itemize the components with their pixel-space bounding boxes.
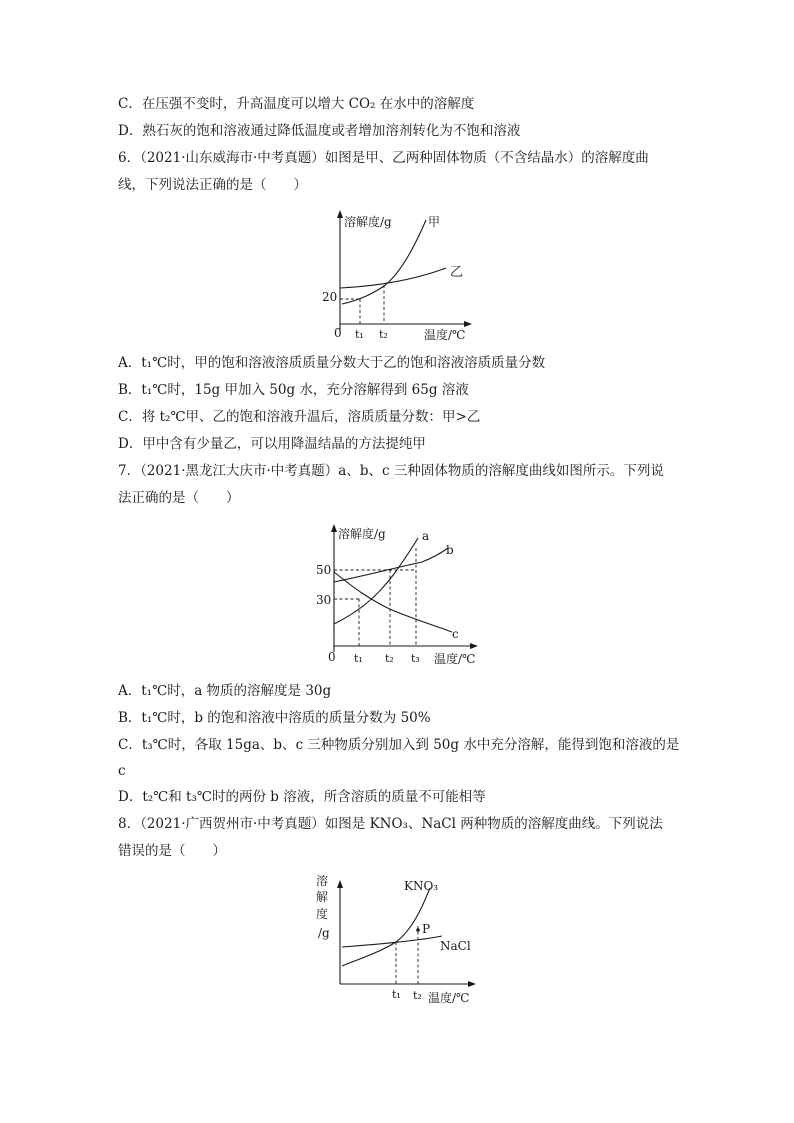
x-axis-arrow [470,643,478,649]
curve-a [334,538,418,624]
tick-50: 50 [316,563,332,577]
label-b: b [446,543,454,557]
tick-t2: t₂ [413,989,422,1002]
tick-t1: t₁ [355,328,364,341]
curve-nacl [342,936,442,947]
x-axis-arrow [464,321,472,327]
y-label-char-2: 解 [316,890,329,904]
q7-solubility-figure [312,518,492,670]
q5-option-d: D．熟石灰的饱和溶液通过降低温度或者增加溶剂转化为不饱和溶液 [118,123,521,139]
x-axis-label: 温度/℃ [434,652,476,666]
label-jia: 甲 [428,215,441,229]
tick-t1: t₁ [392,988,401,1001]
origin-label: 0 [334,326,342,340]
q7-option-a: A．t₁℃时，a 物质的溶解度是 30g [118,683,332,699]
q7-option-c-line1: C．t₃℃时，各取 15ga、b、c 三种物质分别加入到 50g 水中充分溶解，能得到饱和溶液的是 [118,737,680,753]
label-nacl: NaCl [440,939,471,953]
curve-kno3 [342,888,430,966]
q7-option-d: D．t₂℃和 t₃℃时的两份 b 溶液，所含溶质的质量不可能相等 [118,789,486,805]
tick-20: 20 [322,290,338,304]
y-axis-arrow [337,210,343,218]
y-label-char-4: /g [318,926,330,940]
q7-stem-line2: 法正确的是（ ） [118,490,240,506]
q6-option-d: D．甲中含有少量乙，可以用降温结晶的方法提纯甲 [118,436,426,452]
origin-label: 0 [328,650,336,664]
curve-b [334,548,448,582]
x-axis-arrow [468,981,476,987]
y-label-char-3: 度 [316,907,329,921]
q6-stem-line1: 6．（2021·山东威海市·中考真题）如图是甲、乙两种固体物质（不含结晶水）的溶解度曲 [118,150,649,166]
label-kno3: KNO₃ [404,879,439,893]
y-label-char-1: 溶 [316,874,329,888]
q6-option-a: A．t₁℃时，甲的饱和溶液溶质质量分数大于乙的饱和溶液溶质质量分数 [118,355,546,371]
q5-option-c: C．在压强不变时，升高温度可以增大 CO₂ 在水中的溶解度 [118,96,475,112]
tick-t2: t₂ [379,328,388,341]
tick-t2: t₂ [385,652,394,665]
q7-option-b: B．t₁℃时，b 的饱和溶液中溶质的质量分数为 50% [118,710,431,726]
q8-solubility-figure [312,870,482,1014]
q8-stem-line1: 8．（2021·广西贺州市·中考真题）如图是 KNO₃、NaCl 两种物质的溶解度曲线。下列说法 [118,816,663,832]
label-yi: 乙 [450,265,464,280]
q8-stem-line2: 错误的是（ ） [118,843,226,859]
tick-30: 30 [316,593,332,607]
label-c: c [452,627,459,641]
curve-c [334,572,452,632]
y-axis-label: 溶解度/g [344,215,392,229]
y-axis-arrow [331,524,337,532]
q6-stem-line2: 线，下列说法正确的是（ ） [118,177,307,193]
q6-option-c: C．将 t₂℃甲、乙的饱和溶液升温后，溶质质量分数：甲>乙 [118,409,481,425]
q6-solubility-figure [318,206,478,346]
point-p [416,928,420,932]
tick-t1: t₁ [354,652,363,665]
q6-option-b: B．t₁℃时，15g 甲加入 50g 水，充分溶解得到 65g 溶液 [118,382,469,398]
x-axis-label: 温度/℃ [428,991,470,1005]
y-axis-arrow [337,880,343,888]
label-a: a [422,529,430,543]
tick-t3: t₃ [411,652,420,665]
q7-stem-line1: 7．（2021·黑龙江大庆市·中考真题）a、b、c 三种固体物质的溶解度曲线如图所示。下列说 [118,463,664,479]
y-axis-label: 溶解度/g [338,527,386,541]
q7-option-c-line2: c [118,763,126,779]
x-axis-label: 温度/℃ [424,328,466,342]
label-p: P [422,922,431,936]
